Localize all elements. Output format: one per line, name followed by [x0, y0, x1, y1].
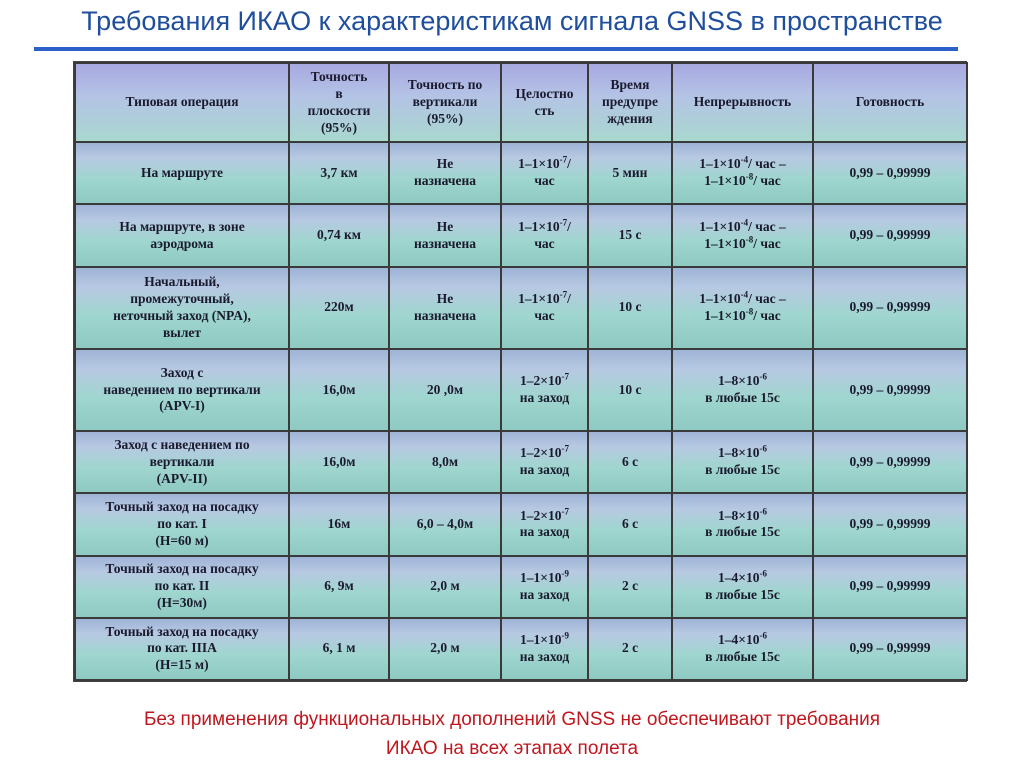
- cell-continuity: [672, 204, 813, 266]
- header-cell-1: [289, 63, 389, 142]
- integrity-line-2: на заход: [519, 390, 570, 406]
- integrity-line-1: [506, 156, 583, 173]
- operation-line: наведением по вертикали: [103, 381, 261, 397]
- table-row: [75, 204, 967, 266]
- continuity-exponent: -6: [759, 568, 767, 579]
- continuity-suffix: / час: [753, 235, 781, 251]
- integrity-line-1: [506, 508, 583, 525]
- integrity-line-2: на заход: [519, 648, 570, 664]
- continuity-line-2: [677, 462, 808, 479]
- cell-vertical-accuracy: [389, 493, 501, 555]
- table-row: [75, 431, 967, 493]
- continuity-line-1: [677, 570, 808, 587]
- vertical-line: Не: [436, 156, 454, 172]
- operation-line: На маршруте, в зоне: [119, 218, 245, 234]
- continuity-exponent: -6: [759, 443, 767, 454]
- vertical-line: назначена: [413, 235, 477, 251]
- cell-alert-time: 10 с: [588, 267, 672, 349]
- cell-vertical-accuracy: [389, 618, 501, 680]
- cell-integrity: [501, 431, 588, 493]
- cell-continuity: [672, 267, 813, 349]
- cell-operation: [75, 493, 289, 555]
- integrity-suffix: /: [567, 218, 571, 234]
- continuity-suffix: / час: [753, 307, 781, 323]
- operation-line: Точный заход на посадку: [105, 499, 259, 515]
- page-title: Требования ИКАО к характеристикам сигнала GNSS в пространстве: [81, 6, 943, 36]
- integrity-base: 1–1×10: [518, 218, 560, 234]
- operation-line: Начальный,: [144, 274, 220, 289]
- header-cell-0: [75, 63, 289, 142]
- continuity-line-2: [677, 308, 808, 325]
- cell-horizontal-accuracy: 16м: [289, 493, 389, 555]
- operation-line: Точный заход на посадку: [105, 623, 259, 639]
- footer-line-2: ИКАО на всех этапах полета: [385, 738, 639, 759]
- cell-availability: 0,99 – 0,99999: [813, 493, 967, 555]
- continuity-line-1: [677, 219, 808, 236]
- integrity-exponent: -7: [559, 289, 568, 300]
- table-row: [75, 142, 967, 204]
- continuity-base: в любые 15с: [705, 462, 780, 478]
- integrity-line-2: час: [534, 173, 555, 189]
- cell-vertical-accuracy: [389, 349, 501, 431]
- continuity-exponent: -4: [740, 217, 749, 228]
- vertical-line: 2,0 м: [430, 578, 460, 594]
- cell-availability: 0,99 – 0,99999: [813, 618, 967, 680]
- continuity-suffix: / час –: [748, 290, 786, 306]
- operation-line: неточный заход (NPA),: [113, 307, 251, 323]
- continuity-base: 1–8×10: [718, 507, 760, 523]
- continuity-line-2: [677, 236, 808, 253]
- vertical-line: 6,0 – 4,0м: [416, 516, 474, 531]
- header-cell-line: плоскости: [307, 102, 371, 118]
- continuity-base: в любые 15с: [705, 586, 780, 602]
- continuity-base: 1–4×10: [718, 631, 760, 647]
- table-row: [75, 618, 967, 680]
- integrity-line-1: [506, 373, 583, 390]
- cell-integrity: [501, 556, 588, 618]
- vertical-line: Не: [436, 218, 454, 234]
- operation-line: (H=15 м): [155, 657, 209, 673]
- operation-line: аэродрома: [150, 235, 214, 251]
- cell-operation: [75, 556, 289, 618]
- integrity-line-2: на заход: [519, 524, 570, 540]
- cell-operation: [75, 349, 289, 431]
- cell-alert-time: 15 с: [588, 204, 672, 266]
- header-cell-line: (95%): [321, 119, 357, 135]
- continuity-base: 1–8×10: [718, 445, 760, 461]
- operation-line: (H=60 м): [155, 532, 209, 548]
- continuity-line-1: [677, 632, 808, 649]
- continuity-suffix: / час –: [748, 156, 786, 172]
- operation-line: по кат. I: [157, 516, 207, 531]
- header-cell-line: Типовая операция: [125, 94, 239, 110]
- cell-alert-time: 5 мин: [588, 142, 672, 204]
- table-row: [75, 349, 967, 431]
- cell-integrity: [501, 493, 588, 555]
- vertical-line: 20 ,0м: [426, 381, 464, 397]
- vertical-line: 2,0 м: [430, 640, 460, 656]
- cell-availability: 0,99 – 0,99999: [813, 267, 967, 349]
- continuity-base: 1–8×10: [718, 373, 760, 389]
- cell-vertical-accuracy: [389, 204, 501, 266]
- operation-line: по кат. IIIA: [147, 640, 217, 656]
- operation-line: Точный заход на посадку: [105, 561, 259, 577]
- cell-alert-time: 6 с: [588, 431, 672, 493]
- title-underline: [34, 47, 958, 51]
- operation-line: промежуточный,: [130, 290, 234, 306]
- header-cell-line: Готовность: [855, 94, 925, 110]
- operation-line: (APV-II): [156, 470, 208, 486]
- operation-line: Заход с: [160, 364, 204, 380]
- cell-integrity: [501, 267, 588, 349]
- integrity-base: 1–2×10: [520, 373, 562, 389]
- continuity-line-2: [677, 524, 808, 541]
- cell-continuity: [672, 431, 813, 493]
- continuity-suffix: / час –: [748, 218, 786, 234]
- continuity-base: в любые 15с: [705, 390, 780, 406]
- header-cell-6: [813, 63, 967, 142]
- cell-continuity: [672, 556, 813, 618]
- cell-integrity: [501, 349, 588, 431]
- cell-alert-time: 10 с: [588, 349, 672, 431]
- operation-line: по кат. II: [154, 578, 210, 594]
- cell-horizontal-accuracy: 0,74 км: [289, 204, 389, 266]
- operation-line: вертикали: [149, 453, 215, 469]
- integrity-exponent: -9: [561, 568, 569, 579]
- continuity-line-2: [677, 649, 808, 666]
- integrity-exponent: -7: [559, 217, 568, 228]
- header-cell-line: предупре: [602, 94, 658, 110]
- continuity-exponent: -8: [745, 234, 754, 245]
- vertical-line: назначена: [413, 173, 477, 189]
- integrity-exponent: -9: [561, 630, 569, 641]
- table-row: [75, 556, 967, 618]
- integrity-line-1: [506, 632, 583, 649]
- integrity-line-1: [506, 570, 583, 587]
- cell-horizontal-accuracy: 6, 9м: [289, 556, 389, 618]
- continuity-base: в любые 15с: [705, 648, 780, 664]
- cell-horizontal-accuracy: 220м: [289, 267, 389, 349]
- cell-operation: [75, 267, 289, 349]
- cell-continuity: [672, 618, 813, 680]
- operation-line: На маршруте: [140, 164, 224, 180]
- continuity-line-2: [677, 173, 808, 190]
- continuity-suffix: / час: [753, 173, 781, 189]
- table-row: [75, 267, 967, 349]
- continuity-base: 1–1×10: [699, 218, 741, 234]
- continuity-exponent: -8: [745, 306, 754, 317]
- continuity-line-1: [677, 156, 808, 173]
- header-cell-line: Точность по: [407, 77, 483, 93]
- cell-horizontal-accuracy: 16,0м: [289, 349, 389, 431]
- cell-continuity: [672, 493, 813, 555]
- integrity-line-2: на заход: [519, 586, 570, 602]
- cell-horizontal-accuracy: 3,7 км: [289, 142, 389, 204]
- continuity-line-2: [677, 587, 808, 604]
- table-row: [75, 493, 967, 555]
- continuity-exponent: -4: [740, 289, 749, 300]
- integrity-line-1: [506, 445, 583, 462]
- continuity-base: 1–1×10: [704, 235, 746, 251]
- header-cell-2: [389, 63, 501, 142]
- integrity-suffix: /: [567, 156, 571, 172]
- continuity-line-1: [677, 445, 808, 462]
- cell-availability: 0,99 – 0,99999: [813, 349, 967, 431]
- integrity-exponent: -7: [561, 371, 569, 382]
- integrity-base: 1–1×10: [518, 290, 560, 306]
- continuity-exponent: -8: [745, 171, 754, 182]
- integrity-base: 1–1×10: [520, 631, 562, 647]
- cell-availability: 0,99 – 0,99999: [813, 204, 967, 266]
- cell-vertical-accuracy: [389, 142, 501, 204]
- continuity-line-1: [677, 508, 808, 525]
- cell-availability: 0,99 – 0,99999: [813, 431, 967, 493]
- cell-horizontal-accuracy: 16,0м: [289, 431, 389, 493]
- cell-availability: 0,99 – 0,99999: [813, 556, 967, 618]
- cell-alert-time: 6 с: [588, 493, 672, 555]
- cell-alert-time: 2 с: [588, 556, 672, 618]
- cell-alert-time: 2 с: [588, 618, 672, 680]
- cell-integrity: [501, 618, 588, 680]
- continuity-base: в любые 15с: [705, 524, 780, 540]
- footer-line-1: Без применения функциональных дополнений GNSS не обеспечивают требования: [143, 709, 881, 730]
- table-header-row: [75, 63, 967, 142]
- integrity-exponent: -7: [561, 506, 569, 517]
- cell-operation: [75, 618, 289, 680]
- continuity-line-1: [677, 373, 808, 390]
- cell-continuity: [672, 349, 813, 431]
- continuity-exponent: -6: [759, 630, 767, 641]
- integrity-base: 1–1×10: [518, 156, 560, 172]
- operation-line: (APV-I): [159, 398, 205, 414]
- header-cell-line: Точность: [310, 68, 368, 84]
- integrity-exponent: -7: [559, 154, 568, 165]
- operation-line: Заход с наведением по: [114, 436, 250, 452]
- continuity-line-2: [677, 390, 808, 407]
- operation-line: вылет: [162, 324, 202, 340]
- integrity-base: 1–2×10: [520, 445, 562, 461]
- cell-vertical-accuracy: [389, 431, 501, 493]
- integrity-suffix: /: [567, 290, 571, 306]
- continuity-base: 1–1×10: [699, 290, 741, 306]
- cell-operation: [75, 204, 289, 266]
- header-cell-line: (95%): [427, 111, 463, 127]
- header-cell-line: вертикали: [412, 94, 478, 110]
- cell-integrity: [501, 142, 588, 204]
- cell-operation: [75, 142, 289, 204]
- header-cell-line: в: [335, 85, 343, 101]
- vertical-line: назначена: [413, 307, 477, 323]
- requirements-table-container: [73, 61, 967, 682]
- header-cell-5: [672, 63, 813, 142]
- cell-operation: [75, 431, 289, 493]
- header-cell-line: ждения: [607, 111, 653, 127]
- header-cell-3: [501, 63, 588, 142]
- continuity-base: 1–1×10: [704, 307, 746, 323]
- header-cell-line: Непрерывность: [693, 94, 792, 110]
- operation-line: (H=30м): [157, 595, 207, 611]
- cell-continuity: [672, 142, 813, 204]
- vertical-line: Не: [436, 290, 454, 306]
- requirements-table: [74, 62, 968, 681]
- integrity-exponent: -7: [561, 443, 569, 454]
- header-cell-line: сть: [534, 102, 555, 118]
- vertical-line: 8,0м: [431, 453, 459, 469]
- integrity-line-1: [506, 219, 583, 236]
- integrity-line-2: час: [534, 235, 555, 251]
- header-cell-line: Время: [610, 77, 650, 93]
- cell-horizontal-accuracy: 6, 1 м: [289, 618, 389, 680]
- continuity-base: 1–4×10: [718, 569, 760, 585]
- cell-integrity: [501, 204, 588, 266]
- continuity-exponent: -6: [759, 371, 767, 382]
- header-cell-line: Целостно: [515, 85, 574, 101]
- integrity-line-2: час: [534, 307, 555, 323]
- header-cell-4: [588, 63, 672, 142]
- continuity-exponent: -6: [759, 506, 767, 517]
- footer-note: [0, 705, 1024, 763]
- continuity-base: 1–1×10: [704, 173, 746, 189]
- integrity-base: 1–1×10: [520, 569, 562, 585]
- continuity-exponent: -4: [740, 154, 749, 165]
- integrity-line-1: [506, 291, 583, 308]
- continuity-base: 1–1×10: [699, 156, 741, 172]
- integrity-base: 1–2×10: [520, 507, 562, 523]
- integrity-line-2: на заход: [519, 462, 570, 478]
- cell-vertical-accuracy: [389, 556, 501, 618]
- cell-vertical-accuracy: [389, 267, 501, 349]
- continuity-line-1: [677, 291, 808, 308]
- cell-availability: 0,99 – 0,99999: [813, 142, 967, 204]
